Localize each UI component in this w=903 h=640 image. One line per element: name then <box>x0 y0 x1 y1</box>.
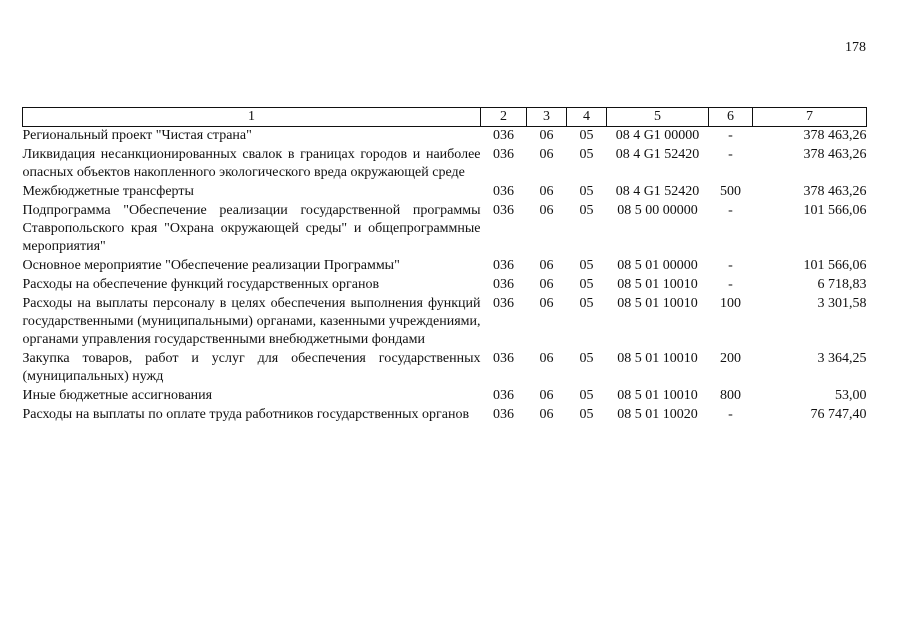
row-amount: 378 463,26 <box>803 184 867 199</box>
header-col-7: 7 <box>753 108 867 127</box>
row-name: Региональный проект "Чистая страна" <box>22 128 252 143</box>
row-expense-type: 800 <box>720 388 741 403</box>
row-section: 06 <box>539 184 554 199</box>
row-name: Подпрограмма "Обеспечение реализации государственной программы Ставропольского края "Охрана окружающей среды" и общепрограммные мероприятия" <box>22 203 481 254</box>
row-subsection: 05 <box>579 407 594 422</box>
header-col-2: 2 <box>481 108 527 127</box>
row-target-article: 08 5 01 10010 <box>617 351 698 366</box>
row-ministry-code: 036 <box>493 203 514 218</box>
header-col-3: 3 <box>527 108 567 127</box>
row-target-article: 08 5 01 10020 <box>617 407 698 422</box>
row-name: Основное мероприятие "Обеспечение реализации Программы" <box>22 258 400 273</box>
row-target-article: 08 5 01 10010 <box>617 388 698 403</box>
row-section: 06 <box>539 296 554 311</box>
row-ministry-code: 036 <box>493 407 514 422</box>
table-row <box>23 406 867 425</box>
row-expense-type: 500 <box>720 184 741 199</box>
row-section: 06 <box>539 277 554 292</box>
row-section: 06 <box>539 203 554 218</box>
table-row <box>23 387 867 406</box>
row-target-article: 08 5 01 00000 <box>617 258 698 273</box>
row-ministry-code: 036 <box>493 277 514 292</box>
row-section: 06 <box>539 128 554 143</box>
row-section: 06 <box>539 351 554 366</box>
row-amount: 3 364,25 <box>817 351 867 366</box>
row-amount: 6 718,83 <box>817 277 867 292</box>
row-expense-type: - <box>728 277 733 292</box>
header-col-1: 1 <box>23 108 481 127</box>
row-ministry-code: 036 <box>493 388 514 403</box>
row-section: 06 <box>539 407 554 422</box>
row-amount: 76 747,40 <box>810 407 867 422</box>
table-body <box>23 127 867 426</box>
row-target-article: 08 4 G1 52420 <box>615 147 700 162</box>
header-row <box>23 108 867 127</box>
table-row <box>23 257 867 276</box>
row-amount: 53,00 <box>835 388 867 403</box>
row-subsection: 05 <box>579 296 594 311</box>
row-name: Закупка товаров, работ и услуг для обеспечения государственных (муниципальных) нужд <box>22 351 481 384</box>
row-ministry-code: 036 <box>493 147 514 162</box>
header-col-5: 5 <box>607 108 709 127</box>
row-subsection: 05 <box>579 388 594 403</box>
row-name: Расходы на выплаты персоналу в целях обеспечения выполнения функций государственными (муниципальными) органами, казенными учреждениями, органами управления государственными внебюджетными фондами <box>22 296 481 347</box>
row-amount: 101 566,06 <box>803 258 867 273</box>
row-section: 06 <box>539 388 554 403</box>
row-target-article: 08 5 01 10010 <box>617 277 698 292</box>
row-name: Расходы на обеспечение функций государственных органов <box>22 277 380 292</box>
table-row <box>23 350 867 387</box>
row-expense-type: - <box>728 147 733 162</box>
row-section: 06 <box>539 147 554 162</box>
row-section: 06 <box>539 258 554 273</box>
table-row <box>23 202 867 257</box>
table-row <box>23 276 867 295</box>
row-name: Ликвидация несанкционированных свалок в границах городов и наиболее опасных объектов накопленного экологического вреда окружающей среде <box>22 147 481 180</box>
row-expense-type: 200 <box>720 351 741 366</box>
table-row <box>23 127 867 147</box>
row-name: Межбюджетные трансферты <box>22 184 194 199</box>
row-subsection: 05 <box>579 277 594 292</box>
row-subsection: 05 <box>579 203 594 218</box>
row-ministry-code: 036 <box>493 296 514 311</box>
row-target-article: 08 5 01 10010 <box>617 296 698 311</box>
row-subsection: 05 <box>579 147 594 162</box>
table-row <box>23 146 867 183</box>
row-subsection: 05 <box>579 258 594 273</box>
row-amount: 378 463,26 <box>803 147 867 162</box>
header-col-4: 4 <box>567 108 607 127</box>
row-amount: 101 566,06 <box>803 203 867 218</box>
row-amount: 3 301,58 <box>817 296 867 311</box>
row-expense-type: - <box>728 203 733 218</box>
row-expense-type: - <box>728 407 733 422</box>
row-expense-type: - <box>728 128 733 143</box>
row-subsection: 05 <box>579 184 594 199</box>
budget-table <box>22 107 867 425</box>
row-expense-type: 100 <box>720 296 741 311</box>
row-target-article: 08 4 G1 52420 <box>615 184 700 199</box>
row-ministry-code: 036 <box>493 258 514 273</box>
table-row <box>23 295 867 350</box>
row-expense-type: - <box>728 258 733 273</box>
row-ministry-code: 036 <box>493 128 514 143</box>
row-amount: 378 463,26 <box>803 128 867 143</box>
row-subsection: 05 <box>579 351 594 366</box>
row-name: Иные бюджетные ассигнования <box>22 388 213 403</box>
row-target-article: 08 4 G1 00000 <box>615 128 700 143</box>
row-ministry-code: 036 <box>493 351 514 366</box>
header-col-6: 6 <box>709 108 753 127</box>
row-name: Расходы на выплаты по оплате труда работников государственных органов <box>22 407 470 422</box>
page-number: 178 <box>845 40 866 55</box>
row-ministry-code: 036 <box>493 184 514 199</box>
table-row <box>23 183 867 202</box>
row-subsection: 05 <box>579 128 594 143</box>
row-target-article: 08 5 00 00000 <box>617 203 698 218</box>
